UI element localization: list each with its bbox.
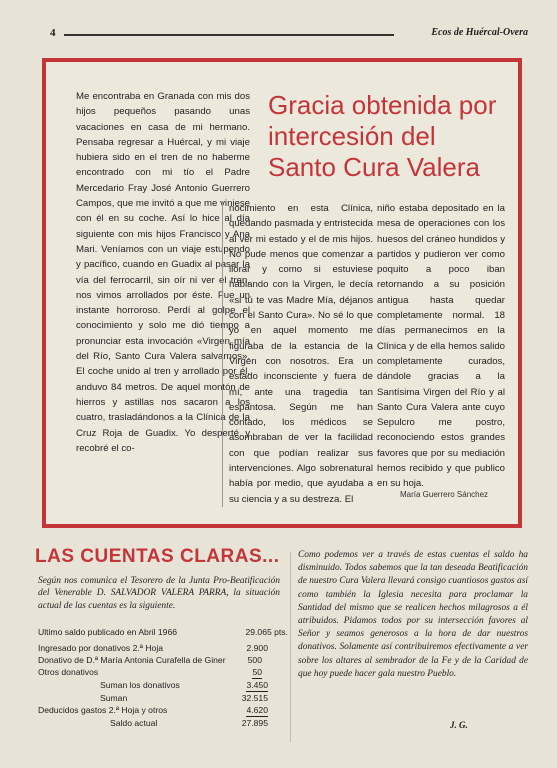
- account-label: Ingresado por donativos 2.ª Hoja: [38, 643, 164, 653]
- account-row: [38, 717, 288, 729]
- account-row: [38, 692, 288, 704]
- account-label: Saldo actual: [110, 718, 158, 728]
- account-amount: 4.620: [246, 705, 268, 715]
- article-column-2: nocimiento en esta Clínica, quedando pasmada y entristecida al ver mi estado y el de mis hijos. No pude menos que comenzar a llorar y como si estuviese hablando con la Virgen, le decía «si tú te vas Madre Mía, déjanos con el Santo Cura». No sé lo que yo en aquel momento me figuraba de la estancia de la Virgen con nosotros. Era un estado inconsciente y fuera de mí, ante una tragedia tan espantosa. Según me han contado, los médicos se asombraban de ver la facilidad con que podían realizar sus intervenciones. Algo sobrenatural había por medio, que ayudaba a su ciencia y a su destreza. El: [222, 201, 373, 507]
- account-label: Suman los donativos: [100, 680, 180, 690]
- account-label: Deducidos gastos 2.ª Hoja y otros: [38, 705, 168, 715]
- header-rule: [64, 34, 394, 36]
- account-amount: 29.065 pts.: [245, 627, 288, 637]
- cuentas-title: LAS CUENTAS CLARAS...: [35, 546, 280, 567]
- cuentas-commentary: Como podemos ver a través de estas cuentas el saldo ha disminuido. Todos sabemos que la tan deseada Beatificación de nuestro Cura Valera llevará consigo cuantiosos gastos así como también la Iglesia necesita para proclamar la Santidad del mismo que se realicen hechos milagrosos a él atribuidos. Pidamos todos por su intersección favores al Señor y seamos generosos a la hora de dar nuestros donativos. Solamente así contribuiremos efectivamente a ver sobre los altares al sembrador de la Fe y de la Caridad de que hoy puede hacer gala nuestro Pueblo.: [298, 550, 528, 679]
- account-amount: 50: [252, 667, 262, 677]
- article-column-1: Me encontraba en Granada con mis dos hijos pequeños pasando unas vacaciones en casa de mi hermano. Pensaba regresar a Huércal, y mi viaje hubiera sido en el tren de no haberme encontrado con mi tío el Padre Mercedario Fray José Antonio Guerrero Campos, que me invitó a que me viniese con él en su coche. Así lo hice al día siguiente con mis hijos Francisco y Ana Mari. Veníamos con un viaje estupendo y pacífico, cuando en Guadix al pasar la vía del ferrocarril, sin oír ni ver el tren, nos vimos arrollados por éste. Fue un instante horroroso. Perdí al golpe el conocimiento y solo me dió tiempo a pronunciar esta invocación «Virgen mía del Río, Santo Cura Valera salvarnos». El coche unido al tren y arrollado por él, anduvo 84 metros. De aquel montón de hierros y astillas nos sacaron a los cuatro, trasladándonos a la Clínica de la Cruz Roja de Guadix. Yo desperté y recobré el co-: [76, 91, 250, 454]
- commentary-initials: J. G.: [450, 720, 468, 730]
- account-amount: 500: [247, 655, 262, 665]
- account-row: [38, 704, 288, 716]
- account-row: [38, 626, 288, 638]
- article-signature: María Guerrero Sánchez: [400, 490, 489, 499]
- account-amount: 27.895: [241, 718, 268, 728]
- account-amount: 32.515: [241, 693, 268, 703]
- account-amount: 3.450: [246, 680, 268, 690]
- page-number: 4: [50, 27, 56, 39]
- publication-title: Ecos de Huércal-Overa: [431, 27, 528, 38]
- account-row: [38, 679, 288, 691]
- account-row: [38, 642, 288, 654]
- account-row: [38, 654, 288, 666]
- account-label: Donativo de D.ª María Antonia Curafella de Giner: [38, 655, 226, 665]
- account-label: Suman: [100, 693, 128, 703]
- cuentas-intro: Según nos comunica el Tesorero de la Junta Pro-Beatificación del Venerable D. SALVADOR VALERA PARRA, la situación actual de las cuentas es la siguiente.: [38, 576, 280, 611]
- column-divider: [290, 552, 291, 742]
- account-amount: 2.900: [246, 643, 268, 653]
- account-label: Ultimo saldo publicado en Abril 1966: [38, 627, 178, 637]
- article-column-3: niño estaba depositado en la mesa de operaciones con los huesos del cráneo hundidos y partidos y pudieron ver como poquito a poco iban retornando a su posición antigua hasta quedar completamente normal. 18 días permanecimos en la Clínica y de ella hemos salido completamente curados, dándole gracias a la Santísima Virgen del Río y al Santo Cura Valera ante cuyo Sepulcro me postro, reconociendo estos grandes favores que por su mediación hemos recibido y que publico en su hoja.: [377, 203, 505, 490]
- account-label: Otros donativos: [38, 667, 99, 677]
- article-headline: Gracia obtenida por intercesión del Santo Cura Valera: [268, 90, 497, 182]
- page-header: [50, 27, 528, 41]
- account-row: [38, 666, 288, 678]
